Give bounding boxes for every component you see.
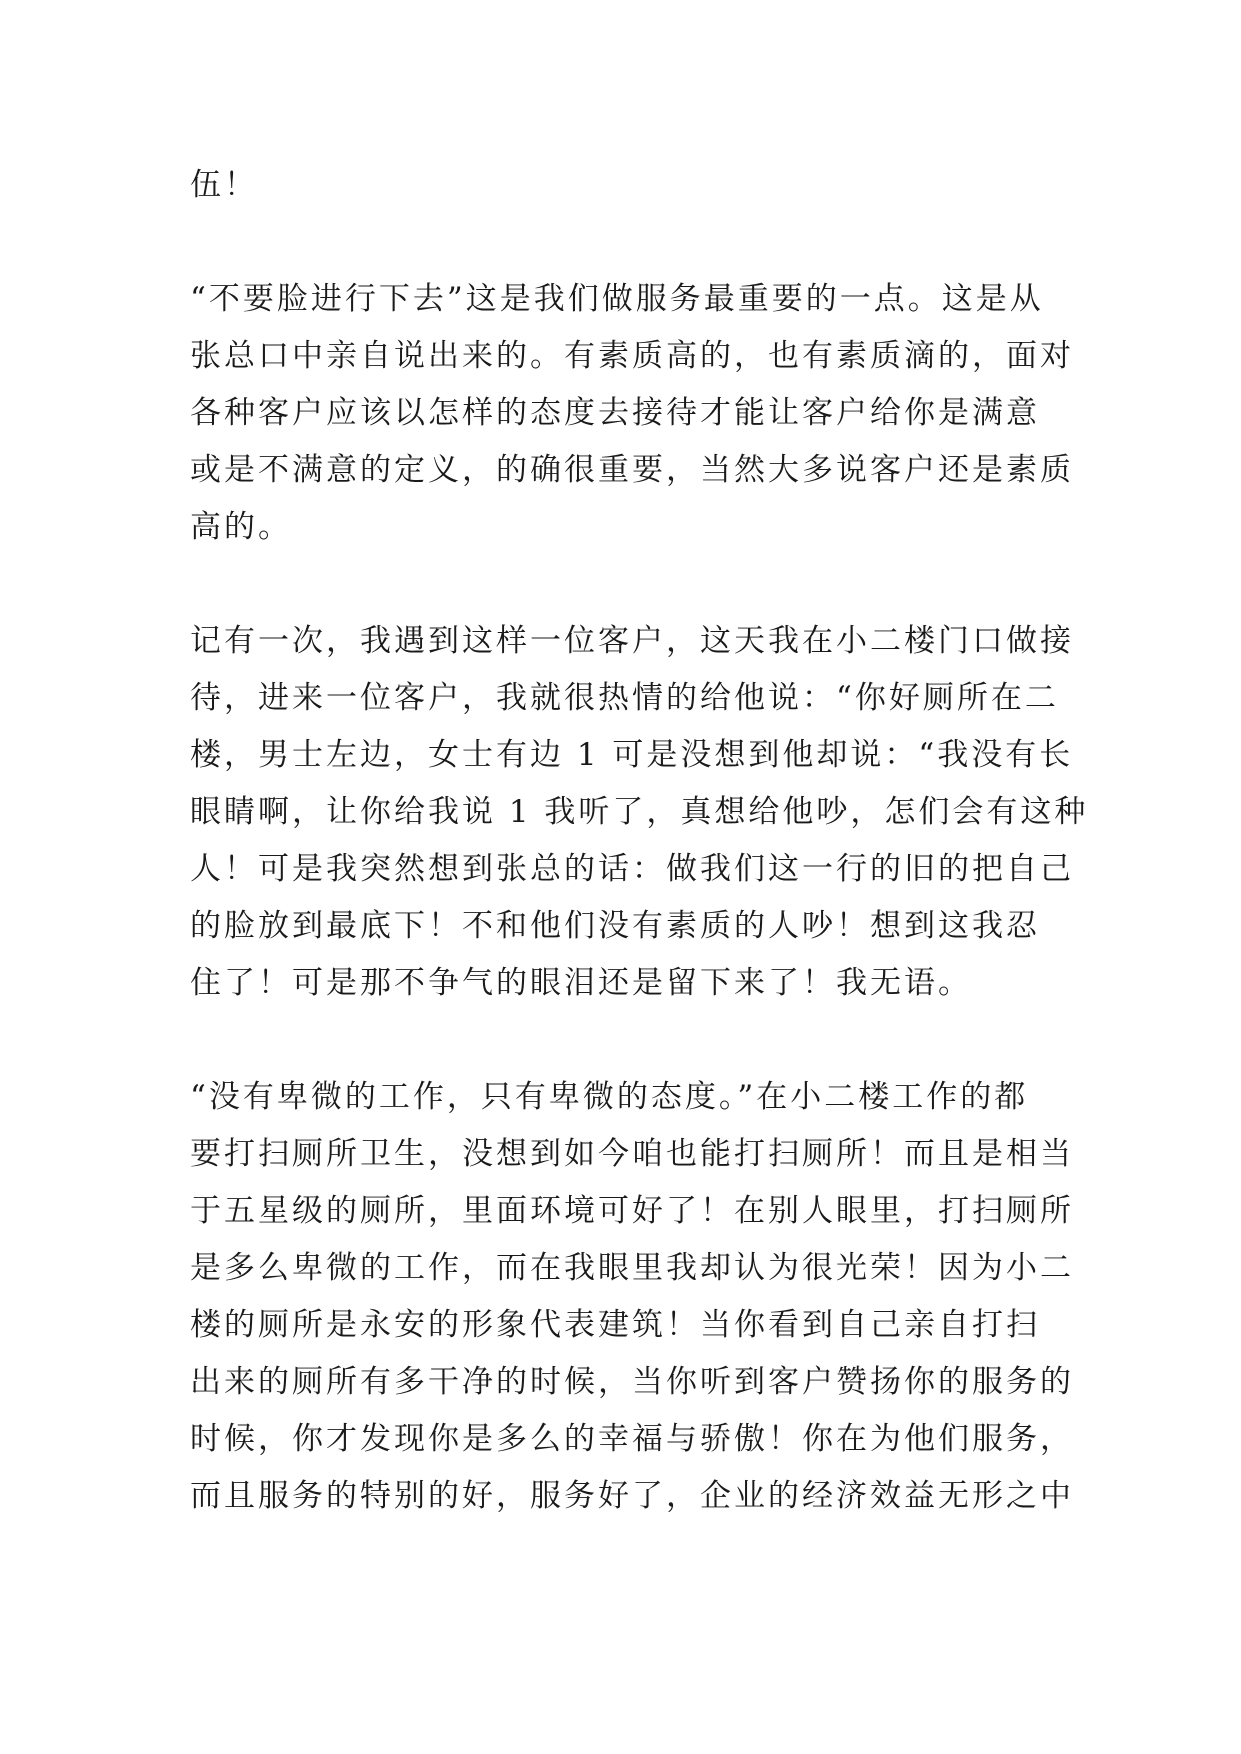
paragraph-line: 出来的厕所有多干净的时候，当你听到客户赞扬你的服务的 (190, 1364, 1074, 1400)
paragraph-line: 或是不满意的定义，的确很重要，当然大多说客户还是素质 (190, 452, 1074, 488)
paragraph-line: 待，进来一位客户，我就很热情的给他说：“你好厕所在二 (190, 680, 1059, 716)
paragraph-3 (190, 613, 1089, 1012)
paragraph-2 (190, 271, 1074, 556)
paragraph-line: 是多么卑微的工作，而在我眼里我却认为很光荣！因为小二 (190, 1250, 1074, 1286)
paragraph-line: 楼的厕所是永安的形象代表建筑！当你看到自己亲自打扫 (190, 1307, 1040, 1343)
paragraph-4 (190, 1069, 1074, 1525)
paragraph-line: 伍！ (190, 167, 258, 203)
document-body (190, 157, 1089, 1525)
paragraph-line: 时候，你才发现你是多么的幸福与骄傲！你在为他们服务， (190, 1421, 1074, 1457)
paragraph-gap (190, 1012, 1070, 1069)
paragraph-line: 于五星级的厕所，里面环境可好了！在别人眼里，打扫厕所 (190, 1193, 1074, 1229)
paragraph-line: 记有一次，我遇到这样一位客户，这天我在小二楼门口做接 (190, 623, 1074, 659)
paragraph-line: 高的。 (190, 509, 292, 545)
paragraph-gap (190, 556, 1070, 613)
paragraph-line: “没有卑微的工作，只有卑微的态度。”在小二楼工作的都 (190, 1079, 1029, 1115)
paragraph-line: 人！可是我突然想到张总的话：做我们这一行的旧的把自己 (190, 851, 1074, 887)
paragraph-line: 张总口中亲自说出来的。有素质高的，也有素质滴的，面对 (190, 338, 1074, 374)
paragraph-line: 要打扫厕所卫生，没想到如今咱也能打扫厕所！而且是相当 (190, 1136, 1074, 1172)
paragraph-line: 而且服务的特别的好，服务好了，企业的经济效益无形之中 (190, 1478, 1074, 1514)
paragraph-gap (190, 214, 1070, 271)
paragraph-line: 住了！可是那不争气的眼泪还是留下来了！我无语。 (190, 965, 972, 1001)
paragraph-line: 眼睛啊，让你给我说 1 我听了，真想给他吵，怎们会有这种 (190, 794, 1089, 830)
paragraph-line: “不要脸进行下去”这是我们做服务最重要的一点。这是从 (190, 281, 1044, 317)
paragraph-line: 的脸放到最底下！不和他们没有素质的人吵！想到这我忍 (190, 908, 1040, 944)
paragraph-line: 各种客户应该以怎样的态度去接待才能让客户给你是满意 (190, 395, 1040, 431)
paragraph-1 (190, 157, 1070, 214)
paragraph-line: 楼，男士左边，女士有边 1 可是没想到他却说：“我没有长 (190, 737, 1074, 773)
